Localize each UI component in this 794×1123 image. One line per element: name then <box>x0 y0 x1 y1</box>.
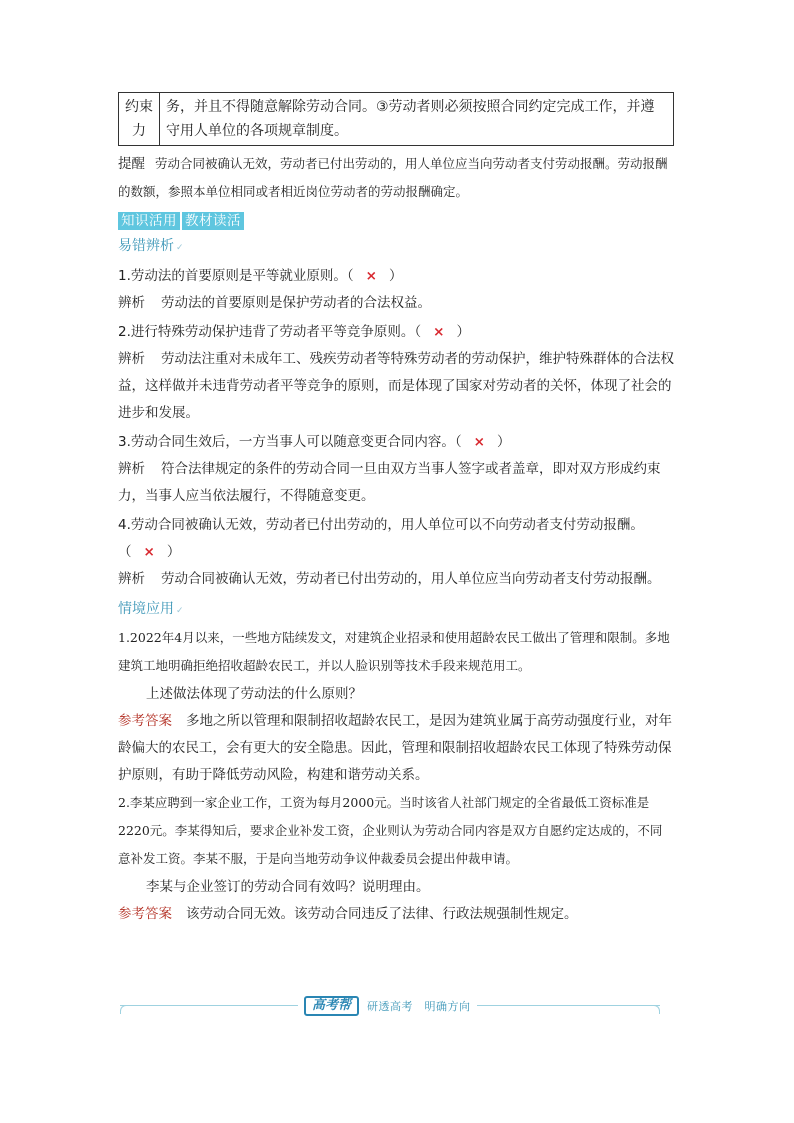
table-row <box>119 93 674 146</box>
tip-note <box>118 150 674 206</box>
error-item <box>118 512 674 593</box>
scenario-text: 2.李某应聘到一家企业工作，工资为每月2000元。当时该省人社部门规定的全省最低工资标准是2220元。李某得知后，要求企业补发工资，企业则认为劳动合同内容是双方自愿约定达成的，不同意补发工资。李某不服，于是向当地劳动争议仲裁委员会提出仲裁申请。 <box>118 795 663 866</box>
scenario-question: 上述做法体现了劳动法的什么原则？ <box>146 686 362 702</box>
error-question: 4.劳动合同被确认无效，劳动者已付出劳动的，用人单位可以不向劳动者支付劳动报酬。（ × ） <box>118 517 644 560</box>
reference-answer: 参考答案 该劳动合同无效。该劳动合同违反了法律、行政法规强制性规定。 <box>118 906 578 922</box>
scenario-item <box>118 789 674 928</box>
scenario-text: 1.2022年4月以来，一些地方陆续发文，对建筑企业招录和使用超龄农民工做出了管理和限制。多地建筑工地明确拒绝招收超龄农民工，并以人脸识别等技术手段来规范用工。 <box>118 630 670 673</box>
brand-logo: 高考帮 <box>304 996 359 1016</box>
table-row-header: 约束力 <box>119 93 160 146</box>
page-content <box>118 92 674 928</box>
table-row-body: 务，并且不得随意解除劳动合同。③劳动者则必须按照合同约定完成工作，并遵守用人单位的各项规章制度。 <box>160 93 674 146</box>
error-item <box>118 263 674 317</box>
check-mark-icon: ✓ <box>176 606 184 616</box>
reference-answer: 参考答案 多地之所以管理和限制招收超龄农民工，是因为建筑业属于高劳动强度行业，对年龄偏大的农民工，会有更大的安全隐患。因此，管理和限制招收超龄农民工体现了特殊劳动保护原则，有助于降低劳动风险，构建和谐劳动关系。 <box>118 713 672 783</box>
footer-left-cap <box>120 1005 129 1014</box>
footer-brand <box>298 994 477 1018</box>
cross-mark-icon: × <box>143 544 155 560</box>
cross-mark-icon: × <box>433 324 445 340</box>
page-footer <box>120 994 660 1018</box>
error-section-title: 易错辨析 ✓ <box>118 238 184 254</box>
section-badges <box>118 212 674 230</box>
footer-right-cap <box>651 1005 660 1014</box>
badge-knowledge-use: 知识活用 <box>118 212 180 230</box>
tip-text: 劳动合同被确认无效，劳动者已付出劳动的，用人单位应当向劳动者支付劳动报酬。劳动报酬的数额，参照本单位相同或者相近岗位劳动者的劳动报酬确定。 <box>118 156 668 199</box>
cross-mark-icon: × <box>473 434 485 450</box>
check-mark-icon: ✓ <box>176 243 184 253</box>
brand-slogan: 研透高考 明确方向 <box>367 1000 471 1013</box>
error-analysis: 辨析 符合法律规定的条件的劳动合同一旦由双方当事人签字或者盖章，即对双方形成约束力，当事人应当依法履行，不得随意变更。 <box>118 461 661 504</box>
scenario-item <box>118 624 674 789</box>
error-analysis: 辨析 劳动合同被确认无效，劳动者已付出劳动的，用人单位应当向劳动者支付劳动报酬。 <box>118 571 661 587</box>
error-item <box>118 319 674 427</box>
error-analysis: 辨析 劳动法注重对未成年工、残疾劳动者等特殊劳动者的劳动保护，维护特殊群体的合法权益，这样做并未违背劳动者平等竞争的原则，而是体现了国家对劳动者的关怀，体现了社会的进步和发展。 <box>118 351 674 421</box>
scenario-section-title: 情境应用 ✓ <box>118 601 184 617</box>
error-question: 3.劳动合同生效后，一方当事人可以随意变更合同内容。（ × ） <box>118 434 511 450</box>
badge-textbook-reading: 教材读活 <box>182 212 244 230</box>
cross-mark-icon: × <box>365 268 377 284</box>
scenario-question: 李某与企业签订的劳动合同有效吗？说明理由。 <box>146 879 430 895</box>
tip-label: 提醒 <box>118 156 145 172</box>
error-question: 2.进行特殊劳动保护违背了劳动者平等竞争原则。（ × ） <box>118 324 470 340</box>
constraint-table <box>118 92 674 146</box>
error-analysis: 辨析 劳动法的首要原则是保护劳动者的合法权益。 <box>118 295 431 311</box>
error-item <box>118 429 674 510</box>
error-question: 1.劳动法的首要原则是平等就业原则。（ × ） <box>118 268 403 284</box>
